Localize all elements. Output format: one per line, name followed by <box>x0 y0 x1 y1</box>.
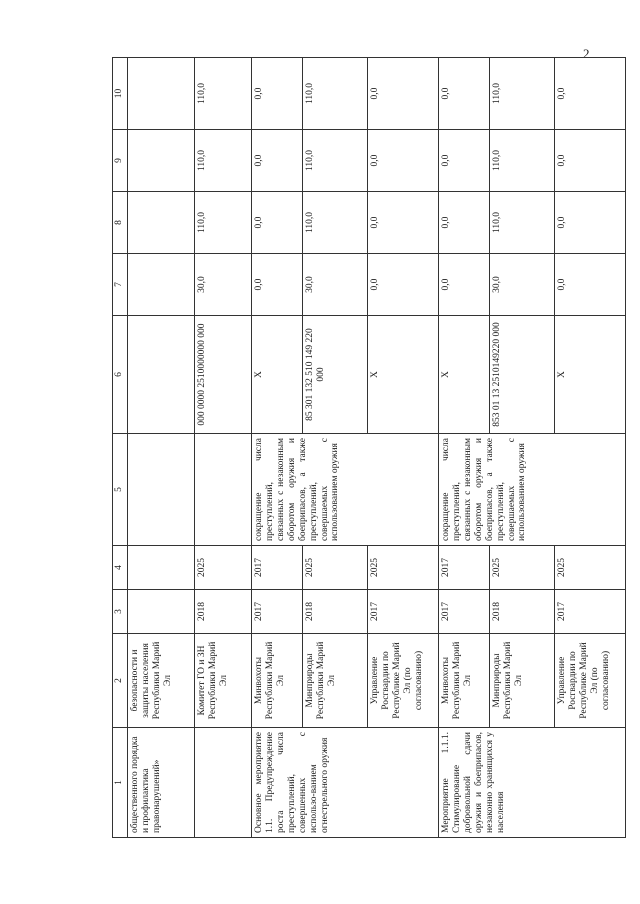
table-row <box>439 58 490 838</box>
executor-cell: Минприроды Республики Марий Эл <box>490 634 555 728</box>
measure-cell: Мероприятие 1.1.1. Стимулирование добровольной сдачи оружия и боеприпасов, незаконно хранящихся у населения <box>439 728 626 838</box>
end-year-cell: 2025 <box>195 546 252 590</box>
header-cell-6: 6 <box>113 316 128 434</box>
rotated-table-container <box>112 18 611 838</box>
end-year-cell: 2025 <box>368 546 439 590</box>
table-row <box>128 58 195 838</box>
result-cell <box>128 434 195 546</box>
value-cell-9: 0,0 <box>368 130 439 192</box>
value-cell-10: 110,0 <box>303 58 368 130</box>
start-year-cell: 2017 <box>555 590 626 634</box>
measure-cell: общественного порядка и профилактика правонарушений» <box>128 728 195 838</box>
header-cell-7: 7 <box>113 254 128 316</box>
value-cell-10: 0,0 <box>252 58 303 130</box>
start-year-cell: 2018 <box>490 590 555 634</box>
value-cell-8: 110,0 <box>195 192 252 254</box>
table-row <box>195 58 252 838</box>
executor-cell: Минприроды Республики Марий Эл <box>303 634 368 728</box>
header-cell-9: 9 <box>113 130 128 192</box>
value-cell-8: 0,0 <box>439 192 490 254</box>
value-cell-7: 0,0 <box>368 254 439 316</box>
value-cell-9 <box>128 130 195 192</box>
code-cell <box>128 316 195 434</box>
value-cell-7: 0,0 <box>252 254 303 316</box>
value-cell-9: 0,0 <box>439 130 490 192</box>
executor-cell: Минвохоты Республики Марий Эл <box>252 634 303 728</box>
value-cell-7: 30,0 <box>303 254 368 316</box>
table-row <box>252 58 303 838</box>
code-cell: X <box>555 316 626 434</box>
executor-cell: Управление Росгвардии по Республике Марий Эл (по согласованию) <box>368 634 439 728</box>
value-cell-8 <box>128 192 195 254</box>
result-cell: сокращение числа преступлений, связанных с незаконным оборотом оружия и боеприпасов, а также преступлений, совершаемых с использованием оружия <box>439 434 626 546</box>
result-cell: сокращение числа преступлений, связанных с незаконным оборотом оружия и боеприпасов, а также преступлений, совершаемых с использованием оружия <box>252 434 439 546</box>
start-year-cell <box>128 590 195 634</box>
value-cell-10: 110,0 <box>490 58 555 130</box>
start-year-cell: 2017 <box>252 590 303 634</box>
header-cell-8: 8 <box>113 192 128 254</box>
value-cell-9: 110,0 <box>303 130 368 192</box>
value-cell-10 <box>128 58 195 130</box>
header-cell-2: 2 <box>113 634 128 728</box>
header-cell-3: 3 <box>113 590 128 634</box>
start-year-cell: 2017 <box>439 590 490 634</box>
header-cell-5: 5 <box>113 434 128 546</box>
measure-cell <box>195 728 252 838</box>
executor-cell: Управление Росгвардии по Республике Марий Эл (по согласованию) <box>555 634 626 728</box>
value-cell-10: 0,0 <box>368 58 439 130</box>
code-cell: 85 301 132 510 149 220 000 <box>303 316 368 434</box>
header-row <box>113 58 128 838</box>
value-cell-9: 110,0 <box>195 130 252 192</box>
value-cell-8: 0,0 <box>252 192 303 254</box>
end-year-cell <box>128 546 195 590</box>
executor-cell: безопасности и защиты населения Республики Марий Эл <box>128 634 195 728</box>
end-year-cell: 2017 <box>252 546 303 590</box>
value-cell-10: 0,0 <box>555 58 626 130</box>
value-cell-7: 30,0 <box>490 254 555 316</box>
code-cell: 000 0000 2510000000 000 <box>195 316 252 434</box>
start-year-cell: 2017 <box>368 590 439 634</box>
value-cell-8: 110,0 <box>303 192 368 254</box>
end-year-cell: 2017 <box>439 546 490 590</box>
start-year-cell: 2018 <box>195 590 252 634</box>
value-cell-7: 30,0 <box>195 254 252 316</box>
header-cell-4: 4 <box>113 546 128 590</box>
value-cell-8: 110,0 <box>490 192 555 254</box>
value-cell-10: 0,0 <box>439 58 490 130</box>
value-cell-9: 110,0 <box>490 130 555 192</box>
page-number: 2 <box>583 46 590 61</box>
value-cell-8: 0,0 <box>368 192 439 254</box>
value-cell-7: 0,0 <box>439 254 490 316</box>
end-year-cell: 2025 <box>303 546 368 590</box>
code-cell: X <box>252 316 303 434</box>
value-cell-9: 0,0 <box>555 130 626 192</box>
value-cell-7 <box>128 254 195 316</box>
value-cell-10: 110,0 <box>195 58 252 130</box>
executor-cell: Минвохоты Республики Марий Эл <box>439 634 490 728</box>
end-year-cell: 2025 <box>490 546 555 590</box>
end-year-cell: 2025 <box>555 546 626 590</box>
start-year-cell: 2018 <box>303 590 368 634</box>
code-cell: X <box>439 316 490 434</box>
header-cell-10: 10 <box>113 58 128 130</box>
executor-cell: Комитет ГО и ЗН Республики Марий Эл <box>195 634 252 728</box>
result-cell <box>195 434 252 546</box>
code-cell: X <box>368 316 439 434</box>
value-cell-8: 0,0 <box>555 192 626 254</box>
code-cell: 853 01 13 2510149220 000 <box>490 316 555 434</box>
header-cell-1: 1 <box>113 728 128 838</box>
program-table <box>112 57 626 838</box>
measure-cell: Основное мероприятие 1.1. Предупреждение роста числа преступлений, совершенных с использо-ванием огнестрельного оружия <box>252 728 439 838</box>
value-cell-7: 0,0 <box>555 254 626 316</box>
value-cell-9: 0,0 <box>252 130 303 192</box>
